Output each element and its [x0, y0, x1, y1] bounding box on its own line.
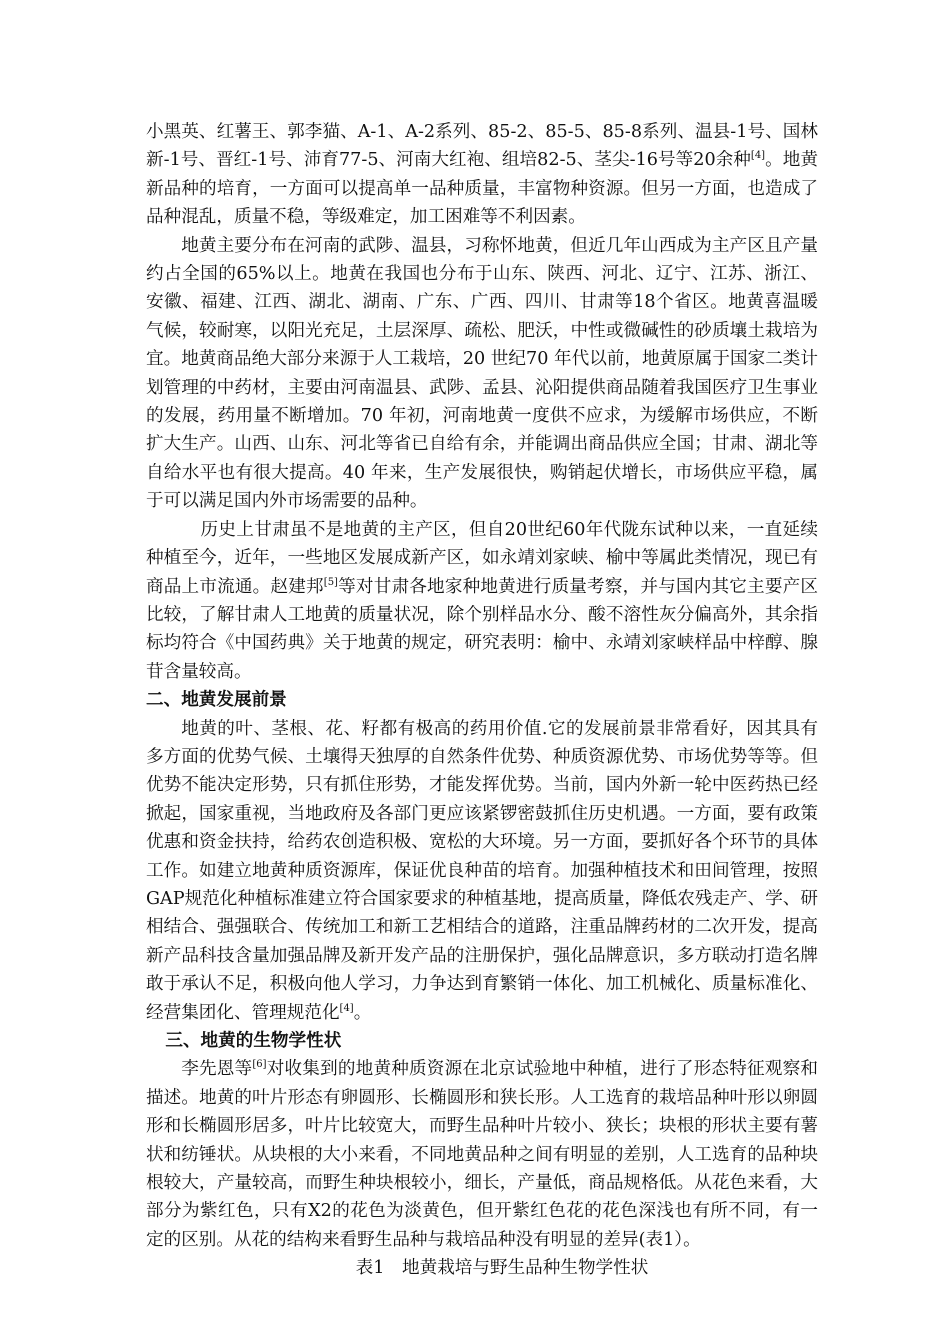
- varieties-text: 小黑英、红薯王、郭李猫、A-1、A-2系列、85-2、85-5、85-8系列、温县-1号、国林新-1号、晋红-1号、沛育77-5、河南大红袍、组培82-5、茎尖-16号等20余种: [146, 122, 818, 171]
- citation-5[interactable]: [5]: [323, 576, 338, 588]
- gansu-text: 历史上甘肃虽不是地黄的主产区，但自20世纪60年代陇东试种以来，一直延续种植至今，近年，一些地区发展成新产区，如永靖刘家峡、榆中等属此类情况，现已有商品上市流通。赵建邦: [146, 519, 818, 597]
- table-caption: 表1 地黄栽培与野生品种生物学性状: [355, 1258, 649, 1279]
- gansu-text-cont: 等对甘肃各地家种地黄进行质量考察，并与国内其它主要产区比较，了解甘肃人工地黄的质量状况，除个别样品水分、酸不溶性灰分偏高外，其余指标均符合《中国药典》关于地黄的规定，研究表明：榆中、永靖刘家峡样品中梓醇、腺苷含量较高。: [146, 576, 818, 682]
- citation-4[interactable]: [4]: [750, 150, 766, 162]
- biology-text-cont: 对收集到的地黄种质资源在北京试验地中种植，进行了形态特征观察和描述。地黄的叶片形态有卵圆形、长椭圆形和狭长形。人工选育的栽培品种叶形以卵圆形和长椭圆形居多，叶片比较宽大，而野生品种叶片较小、狭长；块根的形状主要有薯状和纺锤状。从块根的大小来看，不同地黄品种之间有明显的差别，人工选育的品种块根较大，产量较高，而野生种块根较小，细长，产量低，商品规格低。从花色来看，大部分为紫红色，只有X2的花色为淡黄色，但开紫红色花的花色深浅也有所不同，有一定的区别。从花的结构来看野生品种与栽培品种没有明显的差异(表1）。: [146, 1059, 818, 1250]
- varieties-text-cont: 。地黄新品种的培育，一方面可以提高单一品种质量，丰富物种资源。但另一方面，也造成了品种混乱，质量不稳，等级难定，加工困难等不利因素。: [146, 150, 818, 228]
- prospects-text: 地黄的叶、茎根、花、籽都有极高的药用价值.它的发展前景非常看好，因其具有多方面的优势气候、土壤得天独厚的自然条件优势、种质资源优势、市场优势等等。但优势不能决定形势，只有抓住形势，才能发挥优势。当前，国内外新一轮中医药热已经掀起，国家重视，当地政府及各部门更应该紧锣密鼓抓住历史机遇。一方面，要有政策优惠和资金扶持，给药农创造积极、宽松的大环境。另一方面，要抓好各个环节的具体工作。如建立地黄种质资源库，保证优良种苗的培育。加强种植技术和田间管理，按照GAP规范化种植标准建立符合国家要求的种植基地，提高质量，降低农残走产、学、研相结合、强强联合、传统加工和新工艺相结合的道路，注重品牌药材的二次开发，提高新产品科技含量加强品牌及新开发产品的注册保护，强化品牌意识，多方联动打造名牌敢于承认不足，积极向他人学习，力争达到育繁销一体化、加工机械化、质量标准化、经营集团化、管理规范化: [146, 718, 818, 1023]
- paragraph-prospects: [146, 715, 818, 1027]
- paragraph-gansu: [146, 516, 818, 686]
- paragraph-distribution: 地黄主要分布在河南的武陟、温县，习称怀地黄，但近几年山西成为主产区且产量约占全国的65%以上。地黄在我国也分布于山东、陕西、河北、辽宁、江苏、浙江、安徽、福建、江西、湖北、湖南、广东、广西、四川、甘肃等18个省区。地黄喜温暖气候，较耐寒，以阳光充足，土层深厚、疏松、肥沃，中性或微碱性的砂质壤土栽培为宜。地黄商品绝大部分来源于人工栽培，20 世纪70 年代以前，地黄原属于国家二类计划管理的中药材，主要由河南温县、武陟、孟县、沁阳提供商品随着我国医疗卫生事业的发展，药用量不断增加。70 年初，河南地黄一度供不应求，为缓解市场供应，不断扩大生产。山西、山东、河北等省已自给有余，并能调出商品供应全国；甘肃、湖北等自给水平也有很大提高。40 年来，生产发展很快，购销起伏增长，市场供应平稳，属于可以满足国内外市场需要的品种。: [146, 235, 818, 512]
- section-heading-biology: 三、地黄的生物学性状: [165, 1031, 342, 1051]
- paragraph-varieties: [146, 118, 818, 232]
- section-heading-prospects: 二、地黄发展前景: [146, 690, 287, 711]
- biology-text: 李先恩等: [181, 1059, 253, 1080]
- paragraph-biology: [146, 1055, 818, 1254]
- prospects-text-cont: 。: [353, 1002, 372, 1023]
- citation-4b[interactable]: [4]: [339, 1002, 354, 1014]
- citation-6[interactable]: [6]: [252, 1059, 267, 1071]
- document-page: [146, 118, 818, 1283]
